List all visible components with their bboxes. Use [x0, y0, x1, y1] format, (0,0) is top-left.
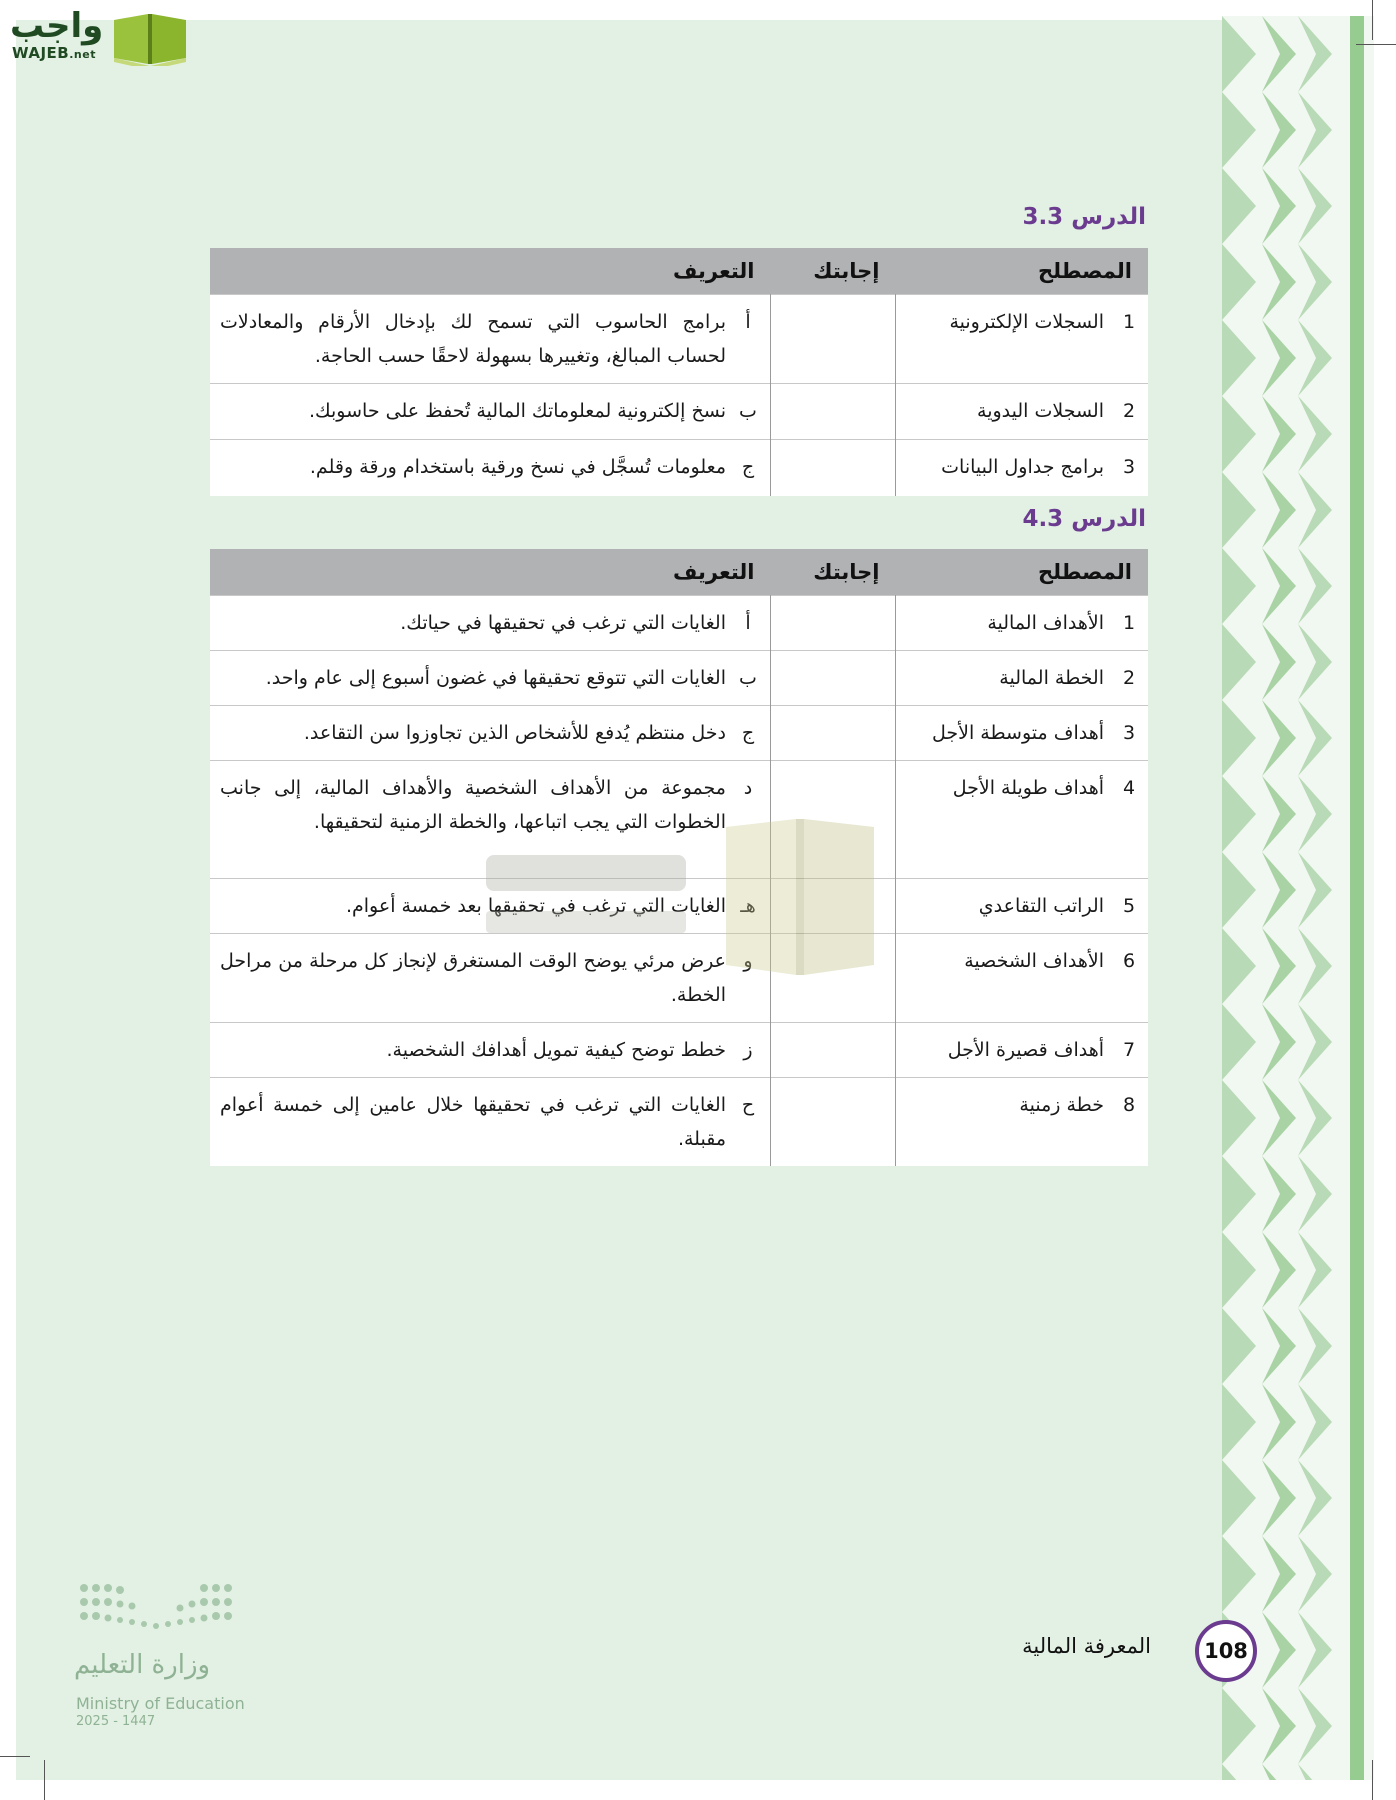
wajeb-logo[interactable]	[10, 6, 190, 66]
crop-mark	[44, 1760, 45, 1800]
definition-letter: ز	[743, 1039, 753, 1061]
crop-mark	[1356, 44, 1396, 45]
term-number: 4	[1122, 777, 1136, 799]
lesson-43-table	[210, 549, 1148, 1166]
definition-letter: ج	[741, 722, 755, 744]
table-row	[210, 384, 1148, 440]
answer-cell[interactable]	[771, 1023, 896, 1078]
header-definition: التعريف	[210, 549, 771, 596]
term-number: 7	[1122, 1039, 1136, 1061]
answer-cell[interactable]	[771, 384, 896, 440]
definition-text: برامج الحاسوب التي تسمح لك بإدخال الأرقام والمعادلات لحساب المبالغ، وتغييرها بسهولة لاحقًا حسب الحاجة.	[220, 311, 726, 367]
answer-cell[interactable]	[771, 295, 896, 384]
definition-letter: ح	[741, 1094, 755, 1116]
term-text: السجلات اليدوية	[977, 400, 1104, 422]
lesson-label: الدرس	[1071, 506, 1146, 532]
table-row	[210, 1023, 1148, 1078]
answer-cell[interactable]	[771, 651, 896, 706]
definition-text: دخل منتظم يُدفع للأشخاص الذين تجاوزوا سن التقاعد.	[303, 722, 726, 744]
table-row	[210, 1078, 1148, 1167]
lesson-label: الدرس	[1071, 204, 1146, 230]
decorative-border	[1222, 16, 1374, 1780]
lesson-43-title	[1022, 506, 1146, 532]
ministry-english-name: Ministry of Education	[76, 1694, 245, 1713]
definition-text: الغايات التي تتوقع تحقيقها في غضون أسبوع إلى عام واحد.	[265, 667, 726, 689]
ministry-dots-icon	[74, 1580, 254, 1640]
header-term: المصطلح	[896, 549, 1149, 596]
term-number: 1	[1122, 612, 1136, 634]
crop-mark	[1372, 1760, 1373, 1800]
answer-cell[interactable]	[771, 596, 896, 651]
definition-text: نسخ إلكترونية لمعلوماتك المالية تُحفظ على حاسوبك.	[308, 400, 726, 422]
header-term: المصطلح	[896, 248, 1149, 295]
term-number: 8	[1122, 1094, 1136, 1116]
book-icon	[110, 6, 190, 66]
term-text: الراتب التقاعدي	[978, 895, 1104, 917]
term-text: برامج جداول البيانات	[941, 456, 1104, 478]
table-row	[210, 651, 1148, 706]
answer-cell[interactable]	[771, 761, 896, 879]
table-row	[210, 596, 1148, 651]
lesson-33-title	[1022, 204, 1146, 230]
term-text: السجلات الإلكترونية	[949, 311, 1104, 333]
term-text: الأهداف المالية	[987, 612, 1104, 634]
logo-latin-text: WAJEB.net	[12, 44, 96, 62]
table-row	[210, 295, 1148, 384]
term-number: 2	[1122, 667, 1136, 689]
term-text: أهداف طويلة الأجل	[952, 777, 1104, 799]
table-row	[210, 879, 1148, 934]
ministry-arabic-name: وزارة التعليم	[74, 1650, 211, 1680]
definition-text: خطط توضح كيفية تمويل أهدافك الشخصية.	[386, 1039, 726, 1061]
header-answer: إجابتك	[771, 549, 896, 596]
definition-letter: د	[743, 777, 753, 799]
term-number: 5	[1122, 895, 1136, 917]
definition-text: مجموعة من الأهداف الشخصية والأهداف المالية، إلى جانب الخطوات التي يجب اتباعها، والخطة الزمنية لتحقيقها.	[220, 777, 726, 833]
term-text: أهداف متوسطة الأجل	[932, 722, 1104, 744]
table-row	[210, 706, 1148, 761]
answer-cell[interactable]	[771, 706, 896, 761]
table-row	[210, 440, 1148, 496]
table-row	[210, 934, 1148, 1023]
ministry-of-education-logo	[74, 1580, 254, 1730]
term-text: الأهداف الشخصية	[964, 950, 1104, 972]
term-number: 2	[1122, 400, 1136, 422]
logo-arabic-text: واجب	[10, 6, 104, 46]
term-number: 3	[1122, 456, 1136, 478]
term-text: خطة زمنية	[1019, 1094, 1104, 1116]
definition-letter: أ	[745, 612, 751, 634]
term-text: أهداف قصيرة الأجل	[947, 1039, 1104, 1061]
crop-mark	[0, 1756, 30, 1757]
academic-year: 2025 - 1447	[76, 1714, 156, 1729]
term-number: 1	[1122, 311, 1136, 333]
crop-mark	[1372, 0, 1373, 40]
answer-cell[interactable]	[771, 879, 896, 934]
definition-letter: ب	[739, 667, 757, 689]
header-definition: التعريف	[210, 248, 771, 295]
answer-cell[interactable]	[771, 934, 896, 1023]
answer-cell[interactable]	[771, 440, 896, 496]
table-row	[210, 761, 1148, 879]
definition-letter: ج	[741, 456, 755, 478]
definition-letter: ب	[739, 400, 757, 422]
border-pattern-graphic	[1222, 16, 1374, 1780]
definition-text: الغايات التي ترغب في تحقيقها بعد خمسة أعوام.	[345, 895, 726, 917]
lesson-33-table	[210, 248, 1148, 496]
definition-text: الغايات التي ترغب في تحقيقها خلال عامين إلى خمسة أعوام مقبلة.	[220, 1094, 726, 1150]
table-header-row	[210, 248, 1148, 295]
definition-letter: أ	[745, 311, 751, 333]
definition-letter: هـ	[740, 895, 756, 917]
definition-text: عرض مرئي يوضح الوقت المستغرق لإنجاز كل مرحلة من مراحل الخطة.	[220, 950, 726, 1006]
page-number: 108	[1195, 1620, 1257, 1682]
lesson-number: 3.3	[1022, 204, 1064, 230]
header-answer: إجابتك	[771, 248, 896, 295]
lesson-number: 4.3	[1022, 506, 1064, 532]
answer-cell[interactable]	[771, 1078, 896, 1167]
definition-text: الغايات التي ترغب في تحقيقها في حياتك.	[400, 612, 726, 634]
definition-letter: و	[743, 950, 753, 972]
term-number: 3	[1122, 722, 1136, 744]
book-title: المعرفة المالية	[1022, 1634, 1151, 1658]
term-number: 6	[1122, 950, 1136, 972]
term-text: الخطة المالية	[999, 667, 1104, 689]
table-header-row	[210, 549, 1148, 596]
definition-text: معلومات تُسجَّل في نسخ ورقية باستخدام ورقة وقلم.	[309, 456, 726, 478]
